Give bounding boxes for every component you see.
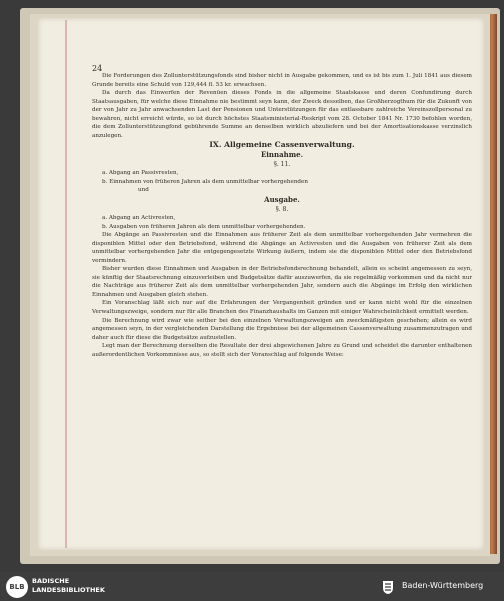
library-name-line2: LANDESBIBLIOTHEK — [32, 586, 105, 594]
income-item-a: a. Abgang an Passivresten, — [102, 170, 179, 177]
expense-title: Ausgabe. — [264, 195, 300, 205]
page-text — [92, 72, 472, 359]
paragraph: Legt man der Berechnung derselben die Resultate der drei abgewichenen Jahre zu Grund und scheidet die darunter enthaltenen außerordentlichen Vorkommnisse aus, so stellt sich der Voranschlag auf folgende Weise: — [92, 343, 472, 358]
expense-item-a: a. Abgang an Activresten, — [102, 215, 176, 222]
paragraph: Die Berechnung wird zwar wie seither bei den einzelnen Verwaltungszweigen am zweckmäßigsten geschehen; allein es wird angemessen seyn, in der vergleichenden Darstellung die Ergebnisse bei der allgemeinen Cassenverwaltung zusammenzutragen und daher auch für diese die Budgetsätze aufzustellen. — [92, 317, 472, 341]
page-number: 24 — [92, 64, 103, 73]
expense-item-b: b. Ausgaben von früheren Jahren als dem unmittelbar vorhergehenden. — [102, 223, 306, 230]
section-title: IX. Allgemeine Cassenverwaltung. — [209, 140, 355, 150]
library-name[interactable] — [32, 577, 105, 595]
blb-logo-icon[interactable]: BLB — [6, 576, 28, 598]
paragraph: Bisher wurden diese Einnahmen und Ausgaben in der Betriebsfondsrechnung behandelt, allein es scheint angemessen zu seyn, sie künftig der Staatsrechnung einzuverleiben und Budgetsätze dafür auszuwerfen, da sie regelmäßig vorkommen und da nicht nur die Nachträge aus früherer Zeit als dem unmittelbar vorhergehenden Jahr, sondern auch die Abgänge im Erfolg den wirklichen Einnahmen und Ausgaben gleich stehen. — [92, 266, 472, 298]
baden-wuerttemberg-crest-icon — [380, 579, 396, 595]
paragraph: Die Forderungen des Zollunterstützungsfonds sind bisher nicht in Ausgabe gekommen, und es ist bis zum 1. Juli 1841 aus diesem Grunde bereits eine Schuld von 129,444 fl. 53 kr. erwachsen. — [92, 73, 472, 88]
state-name[interactable]: Baden-Württemberg — [402, 581, 484, 590]
income-title: Einnahme. — [260, 150, 304, 160]
expense-paragraph-mark: §. 8. — [275, 206, 289, 214]
paragraph: Da durch das Einwerfen der Revenüen dieses Fonds in die allgemeine Staatskasse und deren Confundirung durch Staatsausgaben, für welche diese Einnahme nie bestimmt seyn kann, der Zweck desselben, das Großherzogthum für die Zukunft von der von Jahr zu Jahr anwachsenden Last der Pensionen und Unterstützungen für das entlassbare zahlreiche Vereinszollpersonal zu bewahren, nicht erreicht würde, so ist durch höchstes Staatsministerial-Reskript vom 28. October 1841 Nr. 1730 befohlen worden, die dem Zollunterstützungfond gebührende Summe an denselben wirklich abzuliefern und bei der Amortisationskasse verzinslich anzulegen. — [92, 90, 472, 139]
conjunction: und — [138, 187, 149, 194]
library-name-line1: BADISCHE — [32, 577, 70, 585]
income-paragraph-mark: §. 11. — [273, 161, 291, 169]
paragraph: Ein Voranschlag läßt sich nur auf die Erfahrungen der Vergangenheit gründen und er kann nicht wohl für die einzelnen Verwaltungszweige, sondern nur für alle Branchen des Finanzhaushalts im Ganzen mit einiger Wahrscheinlichkeit ermittelt werden. — [92, 300, 472, 316]
income-item-b: b. Einnahmen von früheren Jahren als dem unmittelbar vorhergehenden — [102, 178, 308, 185]
margin-rule — [65, 20, 67, 548]
paragraph: Die Abgänge an Passivresten und die Einnahmen aus früherer Zeit als dem unmittelbar vorhergehenden Jahr vermehren die disponiblen Mittel oder den Betriebsfond, während die Abgänge an Activresten und die Ausgaben von früherer Zeit als dem unmittelbar vorhergehenden Jahr die entgegengesetzte Wirkung äußern, indem sie die disponiblen Mittel oder den Betriebsfond vermindern. — [92, 232, 472, 264]
footer-bar — [0, 572, 504, 601]
